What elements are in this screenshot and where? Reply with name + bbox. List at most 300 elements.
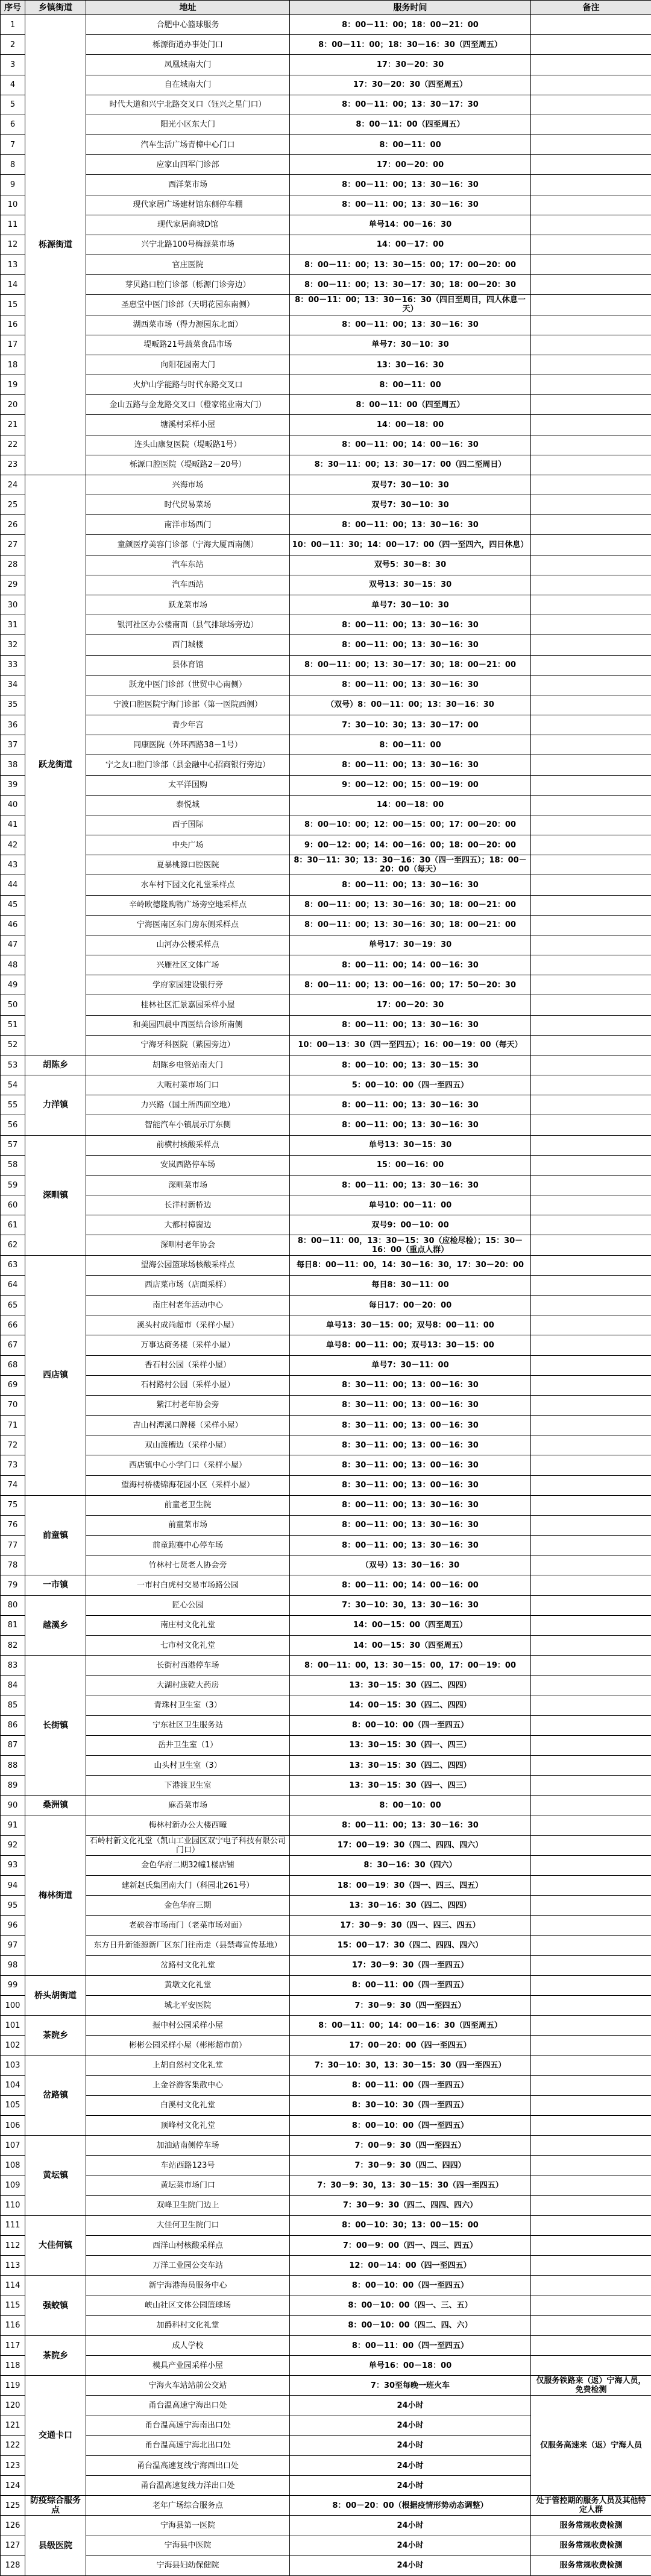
service-time-cell: 8：00－11：00；13：30－16：30（四日至周日，四人休息一天） xyxy=(290,295,531,315)
row-index: 70 xyxy=(1,1395,25,1415)
address-cell: 官庄医院 xyxy=(86,255,290,275)
service-time-cell: 17：00－20：00（四一至四五） xyxy=(290,2036,531,2055)
row-index: 4 xyxy=(1,75,25,95)
note-cell-empty xyxy=(531,375,651,395)
note-cell-empty xyxy=(531,1215,651,1235)
table-row xyxy=(1,975,651,995)
table-row xyxy=(1,635,651,655)
address-cell: 下港渡卫生室 xyxy=(86,1776,290,1796)
address-cell: 时代贸易菜场 xyxy=(86,495,290,515)
note-cell-empty xyxy=(531,475,651,495)
address-cell: 宁海县中医院 xyxy=(86,2536,290,2555)
table-row xyxy=(1,2095,651,2115)
address-cell: 水车村下园文化礼堂采样点 xyxy=(86,875,290,895)
address-cell: 自在城南大门 xyxy=(86,75,290,95)
service-time-cell: 8：00－11：00；13：00－16：00；17：50－20：30 xyxy=(290,975,531,995)
row-index: 122 xyxy=(1,2435,25,2455)
note-cell-empty xyxy=(531,295,651,315)
note-cell-empty xyxy=(531,1115,651,1135)
table-row xyxy=(1,1635,651,1655)
address-cell: 山河办公楼采样点 xyxy=(86,935,290,955)
header-index: 序号 xyxy=(1,1,25,15)
service-time-cell: 8：00－20：00（根据疫情形势动态调整） xyxy=(290,2496,531,2516)
service-time-cell: 8：30－11：00；13：30－17：00（四二至周日） xyxy=(290,455,531,475)
note-cell-empty xyxy=(531,755,651,775)
service-time-cell: 单号13：30－15：30 xyxy=(290,1135,531,1155)
note-cell-empty xyxy=(531,595,651,615)
address-cell: 望海公园篮球场核酸采样点 xyxy=(86,1255,290,1275)
address-cell: 金色华府二期32幢1楼店铺 xyxy=(86,1855,290,1875)
address-cell: 和美园四晨中西医结合诊所南侧 xyxy=(86,1015,290,1035)
note-cell-empty xyxy=(531,1235,651,1255)
service-time-cell: 9：00－12：00；14：00－16：00；18：00－20：00 xyxy=(290,835,531,855)
service-time-cell: 8：00－11：00；13：30－15：00；17：00－20：00 xyxy=(290,255,531,275)
address-cell: 成人学校 xyxy=(86,2335,290,2355)
note-cell-empty xyxy=(531,215,651,235)
note-cell-empty xyxy=(531,875,651,895)
row-index: 113 xyxy=(1,2256,25,2276)
service-time-cell: 8：00－11：00；14：00－16：30 xyxy=(290,435,531,455)
note-cell-empty xyxy=(531,815,651,835)
service-time-cell: 8：00－11：00；13：30－16：30 xyxy=(290,1515,531,1535)
address-cell: 宁东社区卫生服务站 xyxy=(86,1715,290,1735)
service-time-cell: 14：00－15：00（四至周五） xyxy=(290,1615,531,1635)
note-cell-empty xyxy=(531,1475,651,1495)
service-time-cell: 24小时 xyxy=(290,2416,531,2435)
note-cell-empty xyxy=(531,2055,651,2075)
row-index: 111 xyxy=(1,2215,25,2235)
address-cell: 时代大道和兴宁北路交叉口（钰兴之星门口） xyxy=(86,95,290,115)
row-index: 43 xyxy=(1,855,25,875)
address-cell: 双峰卫生院门边上 xyxy=(86,2195,290,2215)
table-row xyxy=(1,1035,651,1055)
row-index: 49 xyxy=(1,975,25,995)
table-row xyxy=(1,2116,651,2136)
table-row xyxy=(1,615,651,635)
table-row xyxy=(1,1296,651,1315)
row-index: 83 xyxy=(1,1656,25,1676)
note-cell-empty xyxy=(531,715,651,735)
service-time-cell: 8：00－11：00；13：30－16：30 xyxy=(290,195,531,215)
row-index: 105 xyxy=(1,2095,25,2115)
note-cell-empty xyxy=(531,95,651,115)
service-time-cell: 8：00－11：00；13：30－16：30 xyxy=(290,1175,531,1195)
service-time-cell: 8：00－11：00，13：30－15：00，17：00－19：00 xyxy=(290,1656,531,1676)
service-time-cell: 8：00－11：00；13：30－16：30 xyxy=(290,1095,531,1115)
table-row xyxy=(1,1855,651,1875)
table-row xyxy=(1,1195,651,1215)
table-row xyxy=(1,1615,651,1635)
address-cell: 前童跑赛中心停车场 xyxy=(86,1536,290,1555)
row-index: 21 xyxy=(1,415,25,435)
town-name: 深甽镇 xyxy=(25,1135,86,1255)
row-index: 108 xyxy=(1,2156,25,2176)
address-cell: 桂林社区汇景嘉园采样小屋 xyxy=(86,995,290,1015)
service-time-cell: 17：30－20：30 xyxy=(290,55,531,75)
table-row xyxy=(1,255,651,275)
row-index: 78 xyxy=(1,1555,25,1575)
row-index: 77 xyxy=(1,1536,25,1555)
address-cell: 火炉山学能路与时代东路交叉口 xyxy=(86,375,290,395)
row-index: 73 xyxy=(1,1455,25,1475)
table-row xyxy=(1,175,651,195)
service-time-cell: 8：00－11：00；13：30－16：30 xyxy=(290,755,531,775)
note-cell-empty xyxy=(531,1575,651,1595)
row-index: 15 xyxy=(1,295,25,315)
address-cell: 麻岙菜市场 xyxy=(86,1796,290,1815)
row-index: 26 xyxy=(1,515,25,535)
note-cell-empty xyxy=(531,135,651,155)
row-index: 102 xyxy=(1,2036,25,2055)
row-index: 114 xyxy=(1,2276,25,2296)
address-cell: 宁之友口腔门诊部（县金融中心招商银行旁边） xyxy=(86,755,290,775)
row-index: 1 xyxy=(1,15,25,35)
table-row xyxy=(1,1395,651,1415)
note-cell-empty xyxy=(531,695,651,715)
address-cell: 车站西路123号 xyxy=(86,2156,290,2176)
town-name: 县级医院 xyxy=(25,2516,86,2576)
service-time-cell: 8：00－11：00；13：30－16：30 xyxy=(290,675,531,695)
table-row xyxy=(1,1255,651,1275)
address-cell: 梅林村新办公大楼西疃 xyxy=(86,1815,290,1835)
row-index: 54 xyxy=(1,1075,25,1095)
service-time-cell: 7：30至每晚一班火车 xyxy=(290,2376,531,2396)
note-cell-empty xyxy=(531,2236,651,2256)
row-index: 71 xyxy=(1,1416,25,1435)
service-time-cell: 14：00－15：30（四二、四四） xyxy=(290,1695,531,1715)
address-cell: 南洋市场西门 xyxy=(86,515,290,535)
service-time-cell: 15：00－16：00 xyxy=(290,1155,531,1175)
table-row xyxy=(1,335,651,355)
note-cell-empty xyxy=(531,1195,651,1215)
table-row xyxy=(1,235,651,255)
service-time-cell: 13：30－15：30（四二、四四） xyxy=(290,1676,531,1695)
note-cell-empty xyxy=(531,775,651,795)
table-row xyxy=(1,1555,651,1575)
table-row xyxy=(1,1495,651,1515)
table-row xyxy=(1,1375,651,1395)
address-cell: 辛岭欧德隆购物广场旁空地采样点 xyxy=(86,895,290,915)
town-name: 一市镇 xyxy=(25,1575,86,1595)
row-index: 5 xyxy=(1,95,25,115)
table-row xyxy=(1,475,651,495)
service-time-cell: 8：30－11：00；13：00－16：30 xyxy=(290,1455,531,1475)
row-index: 92 xyxy=(1,1835,25,1855)
address-cell: 大畈村菜市场门口 xyxy=(86,1075,290,1095)
row-index: 18 xyxy=(1,355,25,375)
table-row xyxy=(1,1715,651,1735)
row-index: 23 xyxy=(1,455,25,475)
note-cell-empty xyxy=(531,1375,651,1395)
row-index: 87 xyxy=(1,1735,25,1755)
service-time-cell: 10：00－13：30（四一至四五）；16：00－19：00（每天） xyxy=(290,1035,531,1055)
note-cell-empty xyxy=(531,1315,651,1335)
address-cell: 黄坛菜市场门口 xyxy=(86,2176,290,2195)
table-row xyxy=(1,55,651,75)
town-name: 栎源街道 xyxy=(25,15,86,475)
table-row xyxy=(1,1796,651,1815)
row-index: 72 xyxy=(1,1435,25,1455)
table-row xyxy=(1,1916,651,1935)
address-cell: 湖西菜市场（得力源园东北面） xyxy=(86,315,290,335)
note-cell-empty xyxy=(531,455,651,475)
table-row xyxy=(1,1235,651,1255)
row-index: 89 xyxy=(1,1776,25,1796)
note-cell-empty xyxy=(531,1395,651,1415)
table-row xyxy=(1,995,651,1015)
row-index: 11 xyxy=(1,215,25,235)
town-name: 桥头胡街道 xyxy=(25,1975,86,2015)
service-time-cell: 7：30－10：30；13：30－17：00 xyxy=(290,715,531,735)
note-cell-empty xyxy=(531,155,651,175)
town-name: 胡陈乡 xyxy=(25,1055,86,1075)
address-cell: 塘溪村采样小屋 xyxy=(86,415,290,435)
address-cell: 兴海市场 xyxy=(86,475,290,495)
note-cell-empty xyxy=(531,1536,651,1555)
table-row xyxy=(1,1015,651,1035)
note-cell-empty xyxy=(531,1916,651,1935)
note-cell-empty xyxy=(531,1755,651,1775)
row-index: 94 xyxy=(1,1875,25,1895)
row-index: 28 xyxy=(1,555,25,575)
service-time-cell: 24小时 xyxy=(290,2555,531,2575)
row-index: 7 xyxy=(1,135,25,155)
table-row xyxy=(1,15,651,35)
address-cell: 凤凰城南大门 xyxy=(86,55,290,75)
address-cell: 夏暴桃源口腔医院 xyxy=(86,855,290,875)
row-index: 44 xyxy=(1,875,25,895)
table-row xyxy=(1,315,651,335)
table-row xyxy=(1,295,651,315)
service-time-cell: 7：30－9：30（四二、四四、四六） xyxy=(290,2195,531,2215)
row-index: 8 xyxy=(1,155,25,175)
address-cell: 青少年宫 xyxy=(86,715,290,735)
note-cell-empty xyxy=(531,1676,651,1695)
address-cell: 匠心公园 xyxy=(86,1595,290,1615)
row-index: 46 xyxy=(1,915,25,935)
town-name: 茶院乡 xyxy=(25,2335,86,2375)
note-cell-empty xyxy=(531,1595,651,1615)
row-index: 2 xyxy=(1,35,25,55)
row-index: 123 xyxy=(1,2455,25,2475)
row-index: 31 xyxy=(1,615,25,635)
table-row xyxy=(1,1435,651,1455)
address-cell: 竹林村七贤老人协会旁 xyxy=(86,1555,290,1575)
address-cell: 西门城楼 xyxy=(86,635,290,655)
note-cell: 处于管控期的服务人员及其他特定人群 xyxy=(531,2496,651,2516)
row-index: 106 xyxy=(1,2116,25,2136)
table-row xyxy=(1,2156,651,2176)
note-cell-empty xyxy=(531,435,651,455)
table-row xyxy=(1,1075,651,1095)
service-time-cell: 8：00－10：00 xyxy=(290,1796,531,1815)
note-cell-empty xyxy=(531,1015,651,1035)
service-time-cell: （双号）13：30－16：30 xyxy=(290,1555,531,1575)
row-index: 47 xyxy=(1,935,25,955)
address-cell: 兴宁北路100号梅源菜市场 xyxy=(86,235,290,255)
table-row xyxy=(1,515,651,535)
service-time-cell: 8：00－11：00 xyxy=(290,135,531,155)
note-cell-empty xyxy=(531,1095,651,1115)
address-cell: 香石村公园（采样小屋） xyxy=(86,1355,290,1375)
service-time-cell: 13：30－16：30（四二、四四） xyxy=(290,1896,531,1916)
service-time-cell: 8：00－11：00；18：30－16：30（四至周五） xyxy=(290,35,531,55)
service-time-cell: 8：00－10：00（四一至四五） xyxy=(290,2276,531,2296)
table-row xyxy=(1,575,651,595)
service-time-cell: 24小时 xyxy=(290,2396,531,2416)
row-index: 14 xyxy=(1,275,25,295)
row-index: 126 xyxy=(1,2516,25,2536)
row-index: 56 xyxy=(1,1115,25,1135)
note-cell-empty xyxy=(531,415,651,435)
table-row xyxy=(1,495,651,515)
note-cell-empty xyxy=(531,1275,651,1295)
address-cell: 加爵科村文化礼堂 xyxy=(86,2315,290,2335)
address-cell: 西洋山村核酸采样点 xyxy=(86,2236,290,2256)
row-index: 60 xyxy=(1,1195,25,1215)
table-row xyxy=(1,1315,651,1335)
row-index: 100 xyxy=(1,1996,25,2016)
table-row xyxy=(1,2016,651,2036)
service-time-cell: 24小时 xyxy=(290,2455,531,2475)
row-index: 62 xyxy=(1,1235,25,1255)
table-row xyxy=(1,1536,651,1555)
service-time-cell: 17：00－19：30（四二、四四、四六） xyxy=(290,1835,531,1855)
service-time-cell: 8：00－11：00；13：30－16：30 xyxy=(290,1815,531,1835)
service-time-cell: 8：00－11：00；18：00－21：00 xyxy=(290,15,531,35)
row-index: 91 xyxy=(1,1815,25,1835)
table-row xyxy=(1,875,651,895)
note-cell-empty xyxy=(531,1035,651,1055)
address-cell: 吉山村潭溪口牌楼（采样小屋） xyxy=(86,1416,290,1435)
service-time-cell: 单号7：30－11：00 xyxy=(290,1355,531,1375)
table-row xyxy=(1,2075,651,2095)
table-row xyxy=(1,1135,651,1155)
address-cell: 汽车生活广场青樟中心门口 xyxy=(86,135,290,155)
note-cell-empty xyxy=(531,55,651,75)
address-cell: 同康医院（外环西路38－1号） xyxy=(86,735,290,755)
address-cell: 深甽村老年协会 xyxy=(86,1235,290,1255)
address-cell: 兴雁社区文体广场 xyxy=(86,955,290,975)
address-cell: 老硖谷市场南门（老菜市场对面） xyxy=(86,1916,290,1935)
service-time-cell: 8：00－10：00；13：30－15：30 xyxy=(290,1055,531,1075)
table-row xyxy=(1,1875,651,1895)
table-row xyxy=(1,115,651,134)
service-time-cell: 13：30－16：30 xyxy=(290,355,531,375)
row-index: 27 xyxy=(1,535,25,555)
address-cell: 学府家园建设银行旁 xyxy=(86,975,290,995)
note-cell-empty xyxy=(531,1776,651,1796)
address-cell: 万洋工业园公交车站 xyxy=(86,2256,290,2276)
table-row xyxy=(1,835,651,855)
address-cell: 深甽菜市场 xyxy=(86,1175,290,1195)
table-row xyxy=(1,2496,651,2516)
service-time-cell: 8：00－11：00；13：30－16：30 xyxy=(290,1115,531,1135)
address-cell: 振中村公园采样小屋 xyxy=(86,2016,290,2036)
service-time-cell: 8：30－10：30（四一至四五） xyxy=(290,2095,531,2115)
row-index: 101 xyxy=(1,2016,25,2036)
row-index: 19 xyxy=(1,375,25,395)
service-time-cell: 双号7：30－10：30 xyxy=(290,475,531,495)
row-index: 65 xyxy=(1,1296,25,1315)
address-cell: 向阳花园南大门 xyxy=(86,355,290,375)
table-row xyxy=(1,935,651,955)
service-time-cell: 8：00－11：00；13：30－17：30；18：00－21：00 xyxy=(290,655,531,675)
table-row xyxy=(1,655,651,675)
address-cell: 宁海牙科医院（紫园旁边） xyxy=(86,1035,290,1055)
note-cell: 服务常规收费检测 xyxy=(531,2555,651,2575)
note-cell-empty xyxy=(531,335,651,355)
table-row xyxy=(1,2036,651,2055)
row-index: 107 xyxy=(1,2136,25,2156)
table-row xyxy=(1,1595,651,1615)
service-time-cell: 单号7：30－10：30 xyxy=(290,595,531,615)
table-row xyxy=(1,1735,651,1755)
note-cell-empty xyxy=(531,195,651,215)
note-cell-empty xyxy=(531,2296,651,2315)
row-index: 30 xyxy=(1,595,25,615)
address-cell: 长街村西港停车场 xyxy=(86,1656,290,1676)
address-cell: 智能汽车小镇展示厅东侧 xyxy=(86,1115,290,1135)
note-cell-empty xyxy=(531,1896,651,1916)
service-time-cell: 15：00－17：30（四二、四四、四六） xyxy=(290,1935,531,1955)
table-row xyxy=(1,2555,651,2575)
service-time-cell: 14：00－18：00 xyxy=(290,795,531,815)
note-cell: 仅服务铁路来（返）宁海人员，免费检测 xyxy=(531,2376,651,2396)
address-cell: 上金谷游客集散中心 xyxy=(86,2075,290,2095)
row-index: 90 xyxy=(1,1796,25,1815)
row-index: 34 xyxy=(1,675,25,695)
row-index: 38 xyxy=(1,755,25,775)
service-time-cell: 双号9：00－10：00 xyxy=(290,1215,531,1235)
table-row xyxy=(1,595,651,615)
row-index: 76 xyxy=(1,1515,25,1535)
address-cell: 现代家居广场建材馆东侧停车棚 xyxy=(86,195,290,215)
table-row xyxy=(1,195,651,215)
address-cell: 太平洋国购 xyxy=(86,775,290,795)
row-index: 99 xyxy=(1,1975,25,1995)
table-row xyxy=(1,2335,651,2355)
note-cell-empty xyxy=(531,1635,651,1655)
row-index: 66 xyxy=(1,1315,25,1335)
note-cell-empty xyxy=(531,2356,651,2376)
note-cell-empty xyxy=(531,2256,651,2276)
row-index: 74 xyxy=(1,1475,25,1495)
note-cell-empty xyxy=(531,15,651,35)
address-cell: 城北平安医院 xyxy=(86,1996,290,2016)
note-cell-empty xyxy=(531,2335,651,2355)
row-index: 84 xyxy=(1,1676,25,1695)
row-index: 67 xyxy=(1,1335,25,1355)
address-cell: 栎源街道办事处门口 xyxy=(86,35,290,55)
note-cell-empty xyxy=(531,75,651,95)
table-row xyxy=(1,1055,651,1075)
table-row xyxy=(1,1996,651,2016)
row-index: 42 xyxy=(1,835,25,855)
address-cell: 跃龙菜市场 xyxy=(86,595,290,615)
note-cell-empty xyxy=(531,35,651,55)
address-cell: 甬台温高速宁海出口处 xyxy=(86,2396,290,2416)
service-time-cell: 8：00－11：00；14：00－16：30 xyxy=(290,955,531,975)
header-service-time: 服务时间 xyxy=(290,1,531,15)
service-time-cell: 13：30－15：30（四一、四三） xyxy=(290,1735,531,1755)
address-cell: 甬台温高速复线力洋出口处 xyxy=(86,2476,290,2496)
address-cell: 紫江村老年协会旁 xyxy=(86,1395,290,1415)
table-row xyxy=(1,155,651,175)
note-cell-empty xyxy=(531,1815,651,1835)
note-cell-empty xyxy=(531,395,651,415)
row-index: 24 xyxy=(1,475,25,495)
